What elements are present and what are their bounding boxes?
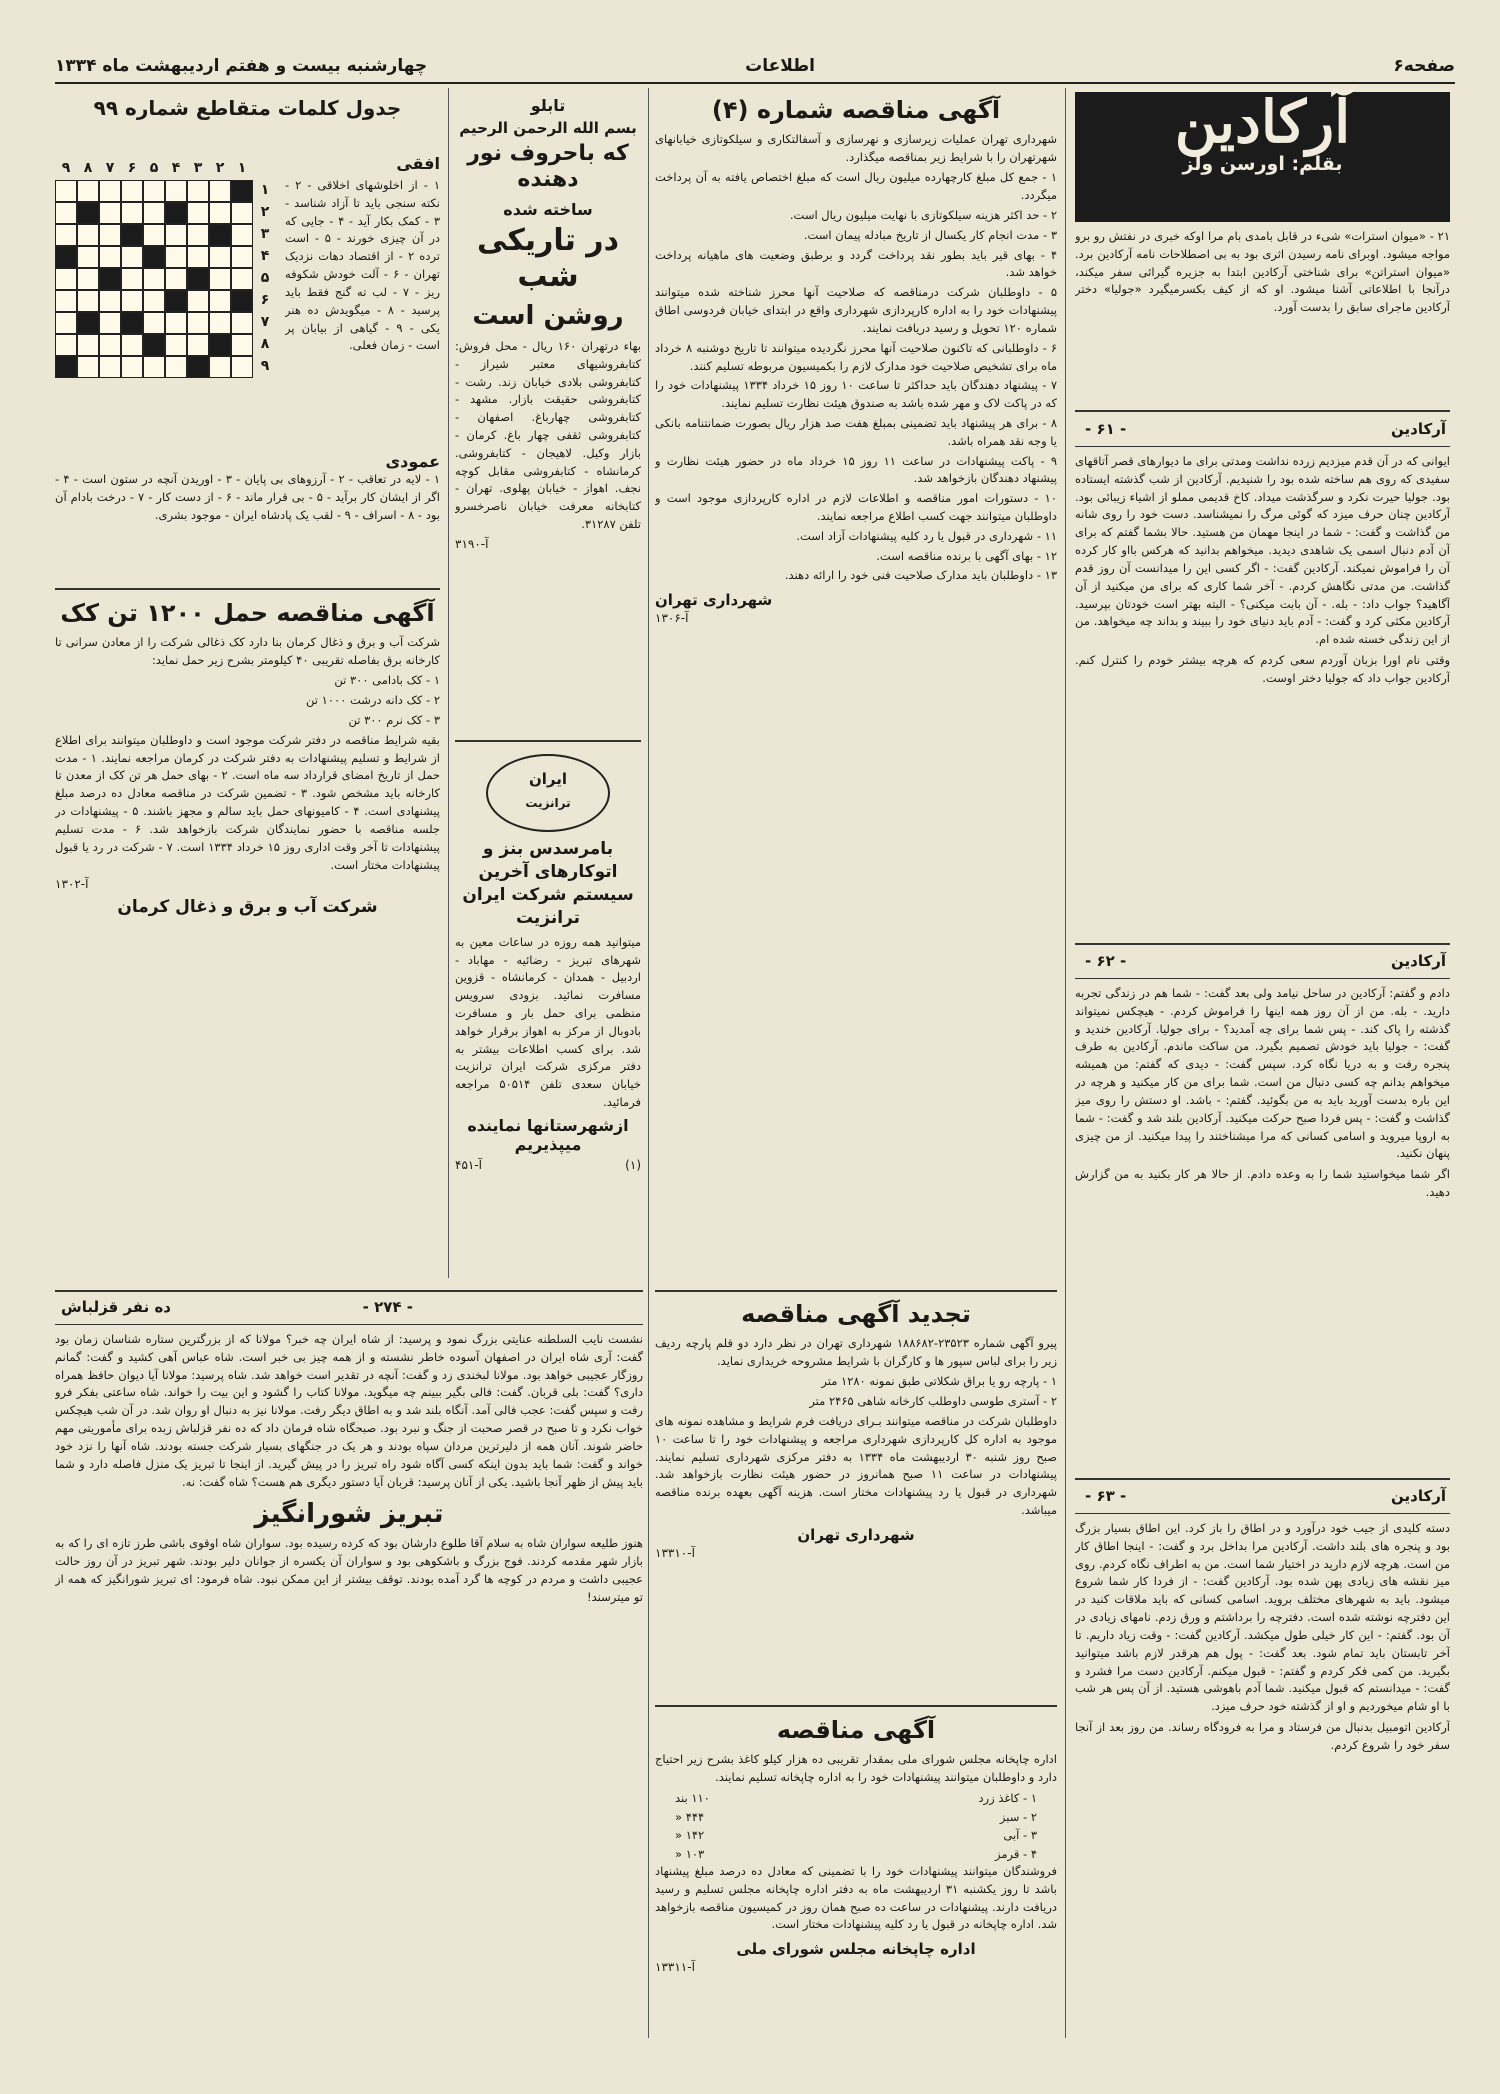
grid-cell[interactable] [121,356,143,378]
coke-tender-item: ۲ - کک دانه درشت ۱۰۰۰ تن [305,693,440,708]
crossword-grid [55,160,277,390]
grid-cell[interactable] [121,202,143,224]
grid-cell[interactable] [143,202,165,224]
grid-cell[interactable] [209,202,231,224]
paper-name: ۲ - سبز [999,1809,1037,1824]
grid-column-number: ۷ [105,160,115,176]
grid-cell-black [121,312,143,334]
paper-row [655,1789,1057,1807]
iran-transit-ad [455,748,641,1278]
grid-cell[interactable] [55,268,77,290]
serial-part-label: آرکادین [1391,420,1446,438]
tender-4-item: ۱۳ - داوطلبان باید مدارک صلاحیت فنی خود را ارائه دهند. [784,568,1057,583]
grid-cell[interactable] [99,356,121,378]
grid-cell-black [165,202,187,224]
serial-logo-title: آرکادین [1174,88,1351,156]
grid-cell[interactable] [187,224,209,246]
serial-intro-text: ۲۱ - «میوان استرات» شیء در قابل بامدی بام مرا اوکه خبری در نفتش رو برو مواجه میشود. اوبرای نامه رسیدن اثری بود به بی اصطلاحات نامه آرکادین برد. «میوان استراتن» برای شناختی آرکادین ابتدا به جزیره گیرائی سفر میکند، درآنجا با اطلاعاتی آشنا میشود. او که از کیف بکسرمیگیرد «جولیا» دختر آرکادین ماجرای سابق را بدست آورد. [1075,229,1450,315]
coke-tender-signature: شرکت آب و برق و ذغال کرمان [117,897,378,918]
poem-text: هنوز طلیعه سواران شاه به سلام آقا طلوع دارشان بود که کرده رسیده بود. سواران شاه اوقوی باشی طرز تازه ای را که به بازار شهر مقدمه کردند. فوج بزرگ و باشکوهی بود و سواران آن یکسره از جوانان دلیر بودند. شهر تبریز در آن روز حالت عجیبی داشت و مردم در کوچه ها گرد آمده بودند. توقف بیشتر از این ممکن نبود. شاه فرمود: ای تبریز شورانگیز که همه از تو میترسند! [55,1536,643,1604]
coke-tender-item: ۳ - کک نرم ۳۰۰ تن [348,713,440,728]
grid-cell[interactable] [209,290,231,312]
grid-cell[interactable] [209,246,231,268]
section-rule [455,740,641,742]
grid-cell[interactable] [231,312,253,334]
grid-cell-black [187,268,209,290]
grid-column-number: ۶ [127,160,137,176]
grid-cell[interactable] [55,180,77,202]
grid-cell[interactable] [99,180,121,202]
grid-cell[interactable] [187,290,209,312]
grid-row-number: ۶ [260,292,270,308]
poet-ad-head: تابلو [530,96,566,115]
iran-transit-note: (۱) [625,1157,641,1172]
serial-part-header [1075,418,1450,447]
tender-4-title: آگهی مناقصه شماره (۴) [711,96,1001,124]
grid-cell[interactable] [143,180,165,202]
tender-4-item: ۵ - داوطلبان شرکت درمناقصه که صلاحیت آنها محرز شناخته شده میتوانند پیشنهادات خود را به اداره کارپردازی شهرداری واقع در ابتدای خیابان فردوسی اطاق شماره ۱۲۰ تحویل و رسید دریافت نمایند. [655,285,1057,335]
grid-row-number: ۹ [260,358,270,374]
grid-cell-black [77,202,99,224]
grid-cell[interactable] [77,224,99,246]
grid-cell[interactable] [77,290,99,312]
grid-cell[interactable] [231,356,253,378]
poet-ad-code: آ-۳۱۹۰ [455,536,489,551]
grid-cell[interactable] [55,224,77,246]
iran-transit-emblem [486,754,610,832]
serial-part-label: آرکادین [1391,1487,1446,1505]
serial-part-tail: آرکادین اتومبیل بدنبال من فرستاد و مرا به فرودگاه رساند. من روز بعد از آنجا سفر خود را شروع کردم. [1075,1719,1450,1752]
section-rule [655,1290,1057,1292]
renewal-intro: پیرو آگهی شماره ۲۳۵۲۳-۱۸۸۶۸۲ شهرداری تهران در نظر دارد دو قلم پارچه ردیف زیر را برای لباس سپور ها و کارگران با شرایط مشروحه خریداری نماید. [655,1335,1057,1368]
grid-column-number: ۴ [171,160,181,176]
serial-part-text: دسته کلیدی از جیب خود درآورد و در اطاق را باز کرد. این اطاق بسیار بزرگ بود و پنجره های بلند داشت. آرکادین مرا بداخل برد و گفت: - اینجا اطاق کار من است. هرچه لازم دارید در اختیار شما است. من به اطراف نگاه کردم. روی میز نقشه های زیادی پهن شده بود. آرکادین گفت: - از فردا کار شما شروع میشود. باید به شهرهای مختلف بروید. اسامی کسانی که باید ملاقات کنید در این دفترچه نوشته شده است. دفترچه را برداشتم و ورق زدم. نامهای زیادی در آن بود. گفتم: - این کار خیلی طول میکشد. آرکادین گفت: - وقت زیاد داریم. تا آخر تابستان باید تمام شود. بعد گفت: - پول هم هرقدر لازم باشد میتوانید بگیرید. من کمی فکر کردم و گفتم: - قبول میکنم. آرکادین دست مرا فشرد و گفت: - میدانستم که قبول میکنید. شما آدم باهوشی هستید. از آن پس هر شب با او شام میخوردیم و او از گذشته خود حرف میزد. [1075,1521,1450,1714]
emblem-top: ایران [528,770,568,788]
paper-row [655,1845,1057,1863]
tender-4-item: ۱ - جمع کل مبلغ کارچهارده میلیون ریال است که مبلغ اختصاص یافته به آن پرداخت میگردد. [655,170,1057,203]
grid-cell[interactable] [77,356,99,378]
serial-part-number: - ۶۳ - [1085,1487,1127,1505]
grid-cell-black [77,312,99,334]
grid-cell[interactable] [165,268,187,290]
grid-cell[interactable] [77,334,99,356]
paper-qty: ۱۱۰ بند [675,1791,710,1806]
coke-tender-body: بقیه شرایط مناقصه در دفتر شرکت موجود است و داوطلبان میتوانند برای اطلاع از شرایط و تسلیم پیشنهادات به دفتر شرکت در کرمان مراجعه نمایند. ۱ - مدت حمل از تاریخ امضای قرارداد سه ماه است. ۲ - بهای حمل هر تن کک از معدن تا کارخانه باید مشخص شود. ۳ - تضمین شرکت در مناقصه معادل ده درصد مبلغ پیشنهادی است. ۴ - کامیونهای حمل باید سالم و مجهز باشند. ۵ - پیشنهادات در جلسه مناقصه با حضور نمایندگان شرکت بازخواهد شد. ۶ - مدت تسلیم پیشنهادات تا آخر وقت اداری روز ۱۵ خرداد ۱۳۳۴ است. ۷ - شرکت در رد یا قبول پیشنهادات مختار است. [55,732,440,872]
grid-cell[interactable] [99,290,121,312]
grid-row-number: ۳ [260,226,270,242]
qizilbash-header [55,1296,643,1325]
grid-cell-black [231,290,253,312]
column-rule [1065,88,1066,2038]
paper-qty: ۴۴۴ « [675,1809,705,1824]
majlis-title: آگهی مناقصه [776,1716,936,1744]
tender-4-item: ۱۲ - بهای آگهی با برنده مناقصه است. [876,548,1057,563]
crossword-across [285,150,440,450]
serial-part-63 [1075,1485,1450,2045]
paper-name: ۳ - آبی [1003,1828,1037,1843]
poet-ad-line4: روشن است [472,300,624,331]
grid-cell[interactable] [77,180,99,202]
poet-ad-line1: که باحروف نور دهنده [467,141,629,193]
poet-ad [455,92,641,732]
grid-column-number: ۳ [193,160,203,176]
tender-4 [655,92,1057,1282]
grid-cell[interactable] [165,224,187,246]
serial-part-61 [1075,418,1450,938]
majlis-signature: اداره چاپخانه مجلس شورای ملی [736,1940,976,1959]
serial-part-text: دادم و گفتم: آرکادین در ساحل نیامد ولی بعد گفت: - شما هم در زندگی تجربه دارید. - بله. من از آن روز همه اینها را فراموش کردم. - هیچکس نمیتواند گذشته را پاک کند. - پس شما برای چه آمدید؟ - برای جولیا. آرکادین خندید و گفت: - جولیا باید خودش تصمیم بگیرد. من ساکت ماندم. آرکادین به طرف پنجره رفت و به دریا نگاه کرد. سپس گفت: - دیدی که گفتم: من همیشه میخواهم بدانم چه کسی دنبال من است. شما برای من کار میکنید و هرچه در این باره بدست آورید باید به من بگوئید. گفتم: - باشد. او دستش را روی میز گذاشت و گفت: - پس فردا صبح حرکت میکنید. آرکادین بلند شد و گفت: - شما به اروپا میروید و اسامی کسانی که مرا میشناختند را پیدا میکنید. از من چیزی پنهان نکنید. [1075,986,1450,1161]
grid-column-number: ۲ [215,160,225,176]
paper-row [655,1808,1057,1826]
serial-part-62 [1075,950,1450,1470]
poet-ad-bismillah: بسم الله الرحمن الرحیم [459,119,637,137]
serial-intro [1075,228,1450,418]
grid-cell[interactable] [143,356,165,378]
crossword-title: جدول کلمات متقاطع شماره ۹۹ [93,96,402,120]
paper-name: ۴ - قرمز [995,1846,1037,1861]
paper-name: ۱ - کاغذ زرد [978,1791,1037,1806]
coke-tender-title: آگهی مناقصه حمل ۱۲۰۰ تن کک [60,599,435,627]
grid-cell[interactable] [209,312,231,334]
newspaper-name: اطلاعات [745,56,815,76]
renewal-code: آ-۱۳۳۱۰ [655,1545,695,1560]
iran-transit-code: آ-۴۵۱ [455,1157,483,1172]
section-rule [1075,943,1450,945]
grid-cell[interactable] [143,290,165,312]
grid-row-number: ۷ [260,314,270,330]
across-clues: ۱ - از اخلوشهای اخلاقی - ۲ - نکته سنجی باید تا آزاد شناسد - ۳ - کمک بکار آید - ۴ - جایی که در آن چیزی خورند - ۵ - است ترده ۲ - از اقتصاد دهات نزدیک تهران - ۶ - آلت خودش شکوفه ریز - ۷ - لب ته گنج فقط باید پرسید - ۸ - میگویدش ده هنر یکی - ۹ - گیاهی از بیابان پر است - زمان فعلی. [285,178,440,353]
grid-cell[interactable] [77,246,99,268]
majlis-tender [655,1712,1057,2047]
qizilbash-number: - ۲۷۴ - [362,1298,413,1316]
coke-tender-item: ۱ - کک بادامی ۳۰۰ تن [334,673,440,688]
grid-cell[interactable] [187,180,209,202]
grid-cell-black [209,224,231,246]
serial-part-number: - ۶۱ - [1085,420,1127,438]
grid-cell[interactable] [209,180,231,202]
tender-4-item: ۱۱ - شهرداری در قبول یا رد کلیه پیشنهادات آزاد است. [796,528,1057,543]
grid-cell[interactable] [121,334,143,356]
renewal-body: داوطلبان شرکت در مناقصه میتوانند بـرای دریافت فرم شرایط و مشاهده نمونه های موجود به اداره کل کارپردازی شهرداری مراجعه و پیشنهادات خود را تا ساعت ۱۰ صبح روز شنبه ۳۰ اردیبهشت ماه ۱۳۳۴ به دفتر مرکزی شهرداری تسلیم نمایند. پیشنهادات در ساعت ۱۱ صبح همانروز در حضور هیئت نظارت بازخواهد شد. شهرداری در قبول یا رد پیشنهادات مختار است. هزینه آگهی بعهده برنده مناقصه میباشد. [655,1414,1057,1518]
grid-cell[interactable] [77,268,99,290]
grid-cell[interactable] [231,202,253,224]
down-label: عمودی [385,452,440,471]
crossword-down [55,452,440,582]
grid-row-number: ۵ [260,270,270,286]
grid-cell[interactable] [231,224,253,246]
tender-4-item: ۷ - پیشنهاد دهندگان باید حداکثر تا ساعت ۱۰ روز ۱۵ خرداد ۱۳۳۴ پیشنهادات خود را که در پاکت لاک و مهر شده باشد به صندوق هیئت نظارت تسلیم نمایند. [655,378,1057,411]
grid-cell[interactable] [121,246,143,268]
grid-cell[interactable] [143,224,165,246]
grid-cell[interactable] [55,312,77,334]
serial-part-tail: اگر شما میخواستید شما را به وعده دادم. از حالا هر کار بکنید به من گزارش دهید. [1075,1167,1450,1199]
grid-cell[interactable] [165,312,187,334]
renewal-title: تجدید آگهی مناقصه [741,1300,971,1328]
down-clues: ۱ - لایه در تعاقب - ۲ - آرزوهای بی پایان - ۳ - اوریدن آنچه در ستون است - ۴ - اگر از ایشان کار برآید - ۵ - بی قرار ماند - ۶ - از دست کار - ۷ - درخت بادام آن بود - ۸ - اسراف - ۹ - لقب یک پادشاه ایران - موجود بشری. [55,472,440,522]
tender-4-item: ۱۰ - دستورات امور مناقصه و اطلاعات لازم در اداره کارپردازی موجود است و داوطلبان میتوانند جهت کسب اطلاع مراجعه نمایند. [655,491,1057,524]
poet-ad-line2: ساخته شده [503,199,593,219]
grid-cell[interactable] [165,180,187,202]
grid-cell[interactable] [165,356,187,378]
grid-row-number: ۴ [260,248,270,264]
grid-row-number: ۱ [260,182,270,198]
grid-row-number: ۲ [260,204,270,220]
grid-cell[interactable] [99,246,121,268]
grid-cell-black [143,334,165,356]
coke-tender-code: آ-۱۳۰۲ [55,877,89,892]
grid-cell[interactable] [165,246,187,268]
column-rule [648,88,649,2038]
masthead [55,52,1455,84]
serial-part-text: ایوانی که در آن قدم میزدیم زرده نداشت ومدتی برای ما دیوارهای قصر آتاقهای سفیدی که روی هم ساخته شده بود را شنیدیم. آرکادین از شب گذشته ایستاده بود. جولیا حیرت نکرد و سرگذشت میداد. کاخ قدیمی مملو از اشیاء زیبائی بود. آرکادین چنان حرف میزد که گوئی مرگ را نمیشناسد. دست خود را روی شانه من گذاشت و گفت: - شما در اینجا مهمان من هستید. حالا بشما گفتم که برای آن آدم دنبال اسمی یک شاهدی دیدید. میخواهم بدانید که هرکس بااو کار کرده آن را فراموش نمیکند. آرکادین گفت: - اگر کسی این را میدانست آن روز قدم گذاشت. من مدتی نگاهش کردم. - آخر شما کاری که برای من میکنید از آن آگاهید؟ جواب داد: - بله. - آن بابت میکنی؟ - البته بهتر است خودتان بپرسید. آرکادین مکثی کرد و گفت: - آدم باید دنیای خود را ببیند و بداند چه میخواهد. من از این زندگی خسته شده ام. [1075,454,1450,647]
grid-column-number: ۸ [83,160,93,176]
tender-4-item: ۶ - داوطلبانی که تاکنون صلاحیت آنها محرز نگردیده میتوانند تا تاریخ دوشنبه ۸ خرداد ماه برای تشخیص صلاحیت خود مدارک لازم را بکمیسیون مربوطه تسلیم کنند. [655,340,1057,373]
grid-column-number: ۵ [149,160,159,176]
tender-4-item: ۴ - بهای قیر باید بطور نقد پرداخت گردد و برطبق وضعیت های ماهیانه پرداخت خواهد شد. [655,247,1057,280]
tender-4-item: ۸ - برای هر پیشنهاد باید تضمینی بمبلغ هفت صد هزار ریال بصورت ضمانتنامه بانکی یا وجه نقد همراه باشد. [655,415,1057,448]
section-rule [55,1290,643,1292]
section-rule [655,1705,1057,1707]
iran-transit-codes [455,1158,641,1172]
serial-part-tail: وقتی نام اورا بزبان آوردم سعی کردم که هرچه بیشتر خودم را کنترل کنم. آرکادین جواب داد که جولیا دختر اوست. [1075,652,1450,685]
grid-cell[interactable] [99,202,121,224]
majlis-code: آ-۱۳۳۱۱ [655,1960,695,1975]
coke-tender-intro: شرکت آب و برق و ذغال کرمان بنا دارد کک ذغالی شرکت را از معادن سرانی تا کارخانه برق بفاصله تقریبی ۴۰ کیلومتر بشرح زیر حمل نماید: [55,634,440,667]
grid-cell[interactable] [187,202,209,224]
tender-4-signature: شهرداری تهران [655,591,773,610]
qizilbash-text: نشست نایب السلطنه عنایتی بزرگ نمود و پرسید: از شاه ایران چه خبر؟ مولانا که از بزرگترین ستاره شناسان زمان بود گفت: آری شاه ایران در اصفهان آسوده خاطر نشسته و از همه چیز بی خبر است. شاه عباس آهی کشید و گفت: گمانم روزگار عجیبی خواهد بود. مولانا لبخندی زد و گفت: آنچه در تقدیر است خواهد شد. شاه پرسید: مولانا آیا دیوان حافظ همراه داری؟ گفت: بلی قربان. گفت: فالی بگیر ببینم چه میگوید. مولانا کتاب را گشود و این بیت را خواند. شاه ساعتی بفکر فرو رفت و سپس گفت: عجب فالی آمد. آنگاه بلند شد و به اطاق دیگر رفت. مولانا نیز به دنبال او روان شد. در آن شب هیچکس خواب نکرد و تا صبح در قصر صحبت از جنگ و نبرد بود. صبحگاه شاه فرمان داد که ده نفر قزلباش زبده برای مأموریتی مهم حاضر شوند. آنان همه از دلیرترین مردان سپاه بودند و هر یک در جنگهای بسیار شرکت جسته بودند. شاه آنها را نزد خود خواند و گفت: شما باید بدون اینکه کسی آگاه شود راه تبریز را در پیش گیرید. از اینجا تا تبریز یک منزل فاصله دارد و شما باید پیش از ظهر آنجا باشید. یکی از آنان پرسید: قربان آیا دستور دیگری هم هست؟ شاه گفت: نه. [55,1332,643,1489]
grid-row-number: ۸ [260,336,270,352]
grid-cell[interactable] [143,268,165,290]
grid-cell[interactable] [187,246,209,268]
grid-cell[interactable] [55,202,77,224]
iran-transit-body: میتوانید همه روزه در ساعات معین به شهرهای تبریز - رضائیه - مهاباد - اردبیل - همدان - کرمانشاه - قزوین مسافرت نمائید. بزودی سرویس منظمی برای حمل بار و مسافرت بادوبال از مرکز به اهواز برقرار خواهد شد. برای کسب اطلاعات بیشتر به دفتر مرکزی شرکت ایران ترانزیت خیابان سعدی تلفن ۵۰۵۱۴ مراجعه فرمائید. [455,934,641,1110]
grid-cell-black [55,246,77,268]
renewal-signature: شهرداری تهران [797,1525,915,1544]
grid-cell-black [143,246,165,268]
poem-title: تبریز شورانگیز [254,1499,444,1530]
qizilbash-label: ده نفر قزلباش [61,1298,171,1316]
page-number: صفحه۶ [1393,56,1455,76]
grid-cell-black [187,356,209,378]
grid-cell[interactable] [209,268,231,290]
serial-logo [1075,88,1450,222]
grid-cell-black [231,180,253,202]
poet-ad-body: بهاء درتهران ۱۶۰ ریال - محل فروش: کتابفروشیهای معتبر شیراز - کتابفروشی بلادی خیابان زند. رشت - کتابفروشی حقیقت بازار. مشهد - کتابفروشی چهارباغ. اصفهان - کتابفروشی ثقفی چهار باغ. کرمان - بازار وکیل. لاهیجان - کتابفروشی. کرمانشاه - کتابفروشی مقابل کوچه نجف. اهواز - خیابان پهلوی. تهران - کتابخانه معرفت خیابان ناصرخسرو تلفن ۳۱۲۸۷. [455,338,641,532]
issue-date: چهارشنبه بیست و هفتم اردیبهشت ماه ۱۳۳۴ [55,56,428,76]
renewal-item: ۲ - آستری طوسی داوطلب کارخانه شاهی ۲۴۶۵ متر [809,1394,1057,1409]
renewal-tender [655,1296,1057,1696]
poet-ad-line3: در تاریکی شب [477,222,619,294]
grid-cell[interactable] [209,356,231,378]
grid-cell[interactable] [231,334,253,356]
paper-row [655,1826,1057,1844]
serial-logo-author: بقلم: اورسن ولز [1182,152,1343,175]
grid-cell[interactable] [55,334,77,356]
grid-cell-black [121,224,143,246]
tender-4-code: آ-۱۳۰۶ [655,611,689,626]
emblem-bottom: ترانزیت [525,796,571,810]
tender-4-intro: شهرداری تهران عملیات زیرسازی و نهرسازی و آسفالتکاری و سیلکوتازی خیابانهای شهرتهران را با شرایط زیر بمناقصه میگذارد. [655,131,1057,164]
grid-cell[interactable] [99,224,121,246]
serial-part-number: - ۶۲ - [1085,952,1127,970]
grid-cell[interactable] [165,334,187,356]
majlis-body: فروشندگان میتوانند پیشنهادات خود را با تضمینی که معادل ده درصد مبلغ پیشنهاد باشد تا روز یکشنبه ۳۱ اردیبهشت ماه به دفتر اداره چاپخانه مجلس تسلیم و رسید دریافت دارند. پیشنهادات در ساعت ده صبح همان روز در کمیسیون مناقصه بازخواهد شد. اداره چاپخانه در قبول یا رد کلیه پیشنهادات مختار است. [655,1863,1057,1932]
grid-cell[interactable] [187,312,209,334]
paper-qty: ۱۴۲ « [675,1828,705,1843]
grid-cell[interactable] [99,334,121,356]
grid-cell[interactable] [187,334,209,356]
grid-cell[interactable] [121,180,143,202]
grid-cell[interactable] [143,312,165,334]
grid-cell-black [55,356,77,378]
iran-transit-footer: ازشهرستانها نماینده میپذیریم [467,1115,629,1154]
renewal-item: ۱ - پارچه رو یا براق شکلاتی طبق نمونه ۱۲۸۰ متر [821,1374,1057,1389]
column-rule [448,88,449,1278]
coke-transport-tender [55,595,440,1195]
tender-4-item: ۲ - حد اکثر هزینه سیلکوتازی با نهایت میلیون ریال است. [789,208,1057,223]
grid-cell-black [165,290,187,312]
paper-qty: ۱۰۳ « [675,1846,705,1861]
serial-part-header [1075,1485,1450,1514]
serial-part-header [1075,950,1450,979]
section-rule [1075,1478,1450,1480]
grid-column-number: ۹ [61,160,71,176]
section-rule [55,588,440,590]
qizilbash-serial [55,1296,643,2046]
section-rule [1075,410,1450,412]
grid-cell[interactable] [55,290,77,312]
grid-column-number: ۱ [237,160,247,176]
grid-cell[interactable] [99,312,121,334]
grid-cell-black [99,268,121,290]
serial-part-label: آرکادین [1391,952,1446,970]
across-label: افقی [396,154,440,173]
grid-cell[interactable] [231,246,253,268]
iran-transit-title: بامرسدس بنز و اتوکارهای آخرین سیستم شرکت ایران ترانزیت [462,839,634,928]
tender-4-item: ۳ - مدت انجام کار یکسال از تاریخ مبادله پیمان است. [803,227,1057,242]
grid-cell[interactable] [121,290,143,312]
grid-cell[interactable] [121,268,143,290]
grid-cell-black [209,334,231,356]
grid-cell[interactable] [231,268,253,290]
tender-4-item: ۹ - پاکت پیشنهادات در ساعت ۱۱ روز ۱۵ خرداد ماه در حضور هیئت نظارت و پیشنهاد دهندگان بازخواهد شد. [655,453,1057,486]
majlis-intro: اداره چاپخانه مجلس شورای ملی بمقدار تقریبی ده هزار کیلو کاغذ بشرح زیر احتیاج دارد و داوطلبان میتوانند پیشنهادات خود را به اداره چاپخانه تسلیم نمایند. [655,1751,1057,1784]
